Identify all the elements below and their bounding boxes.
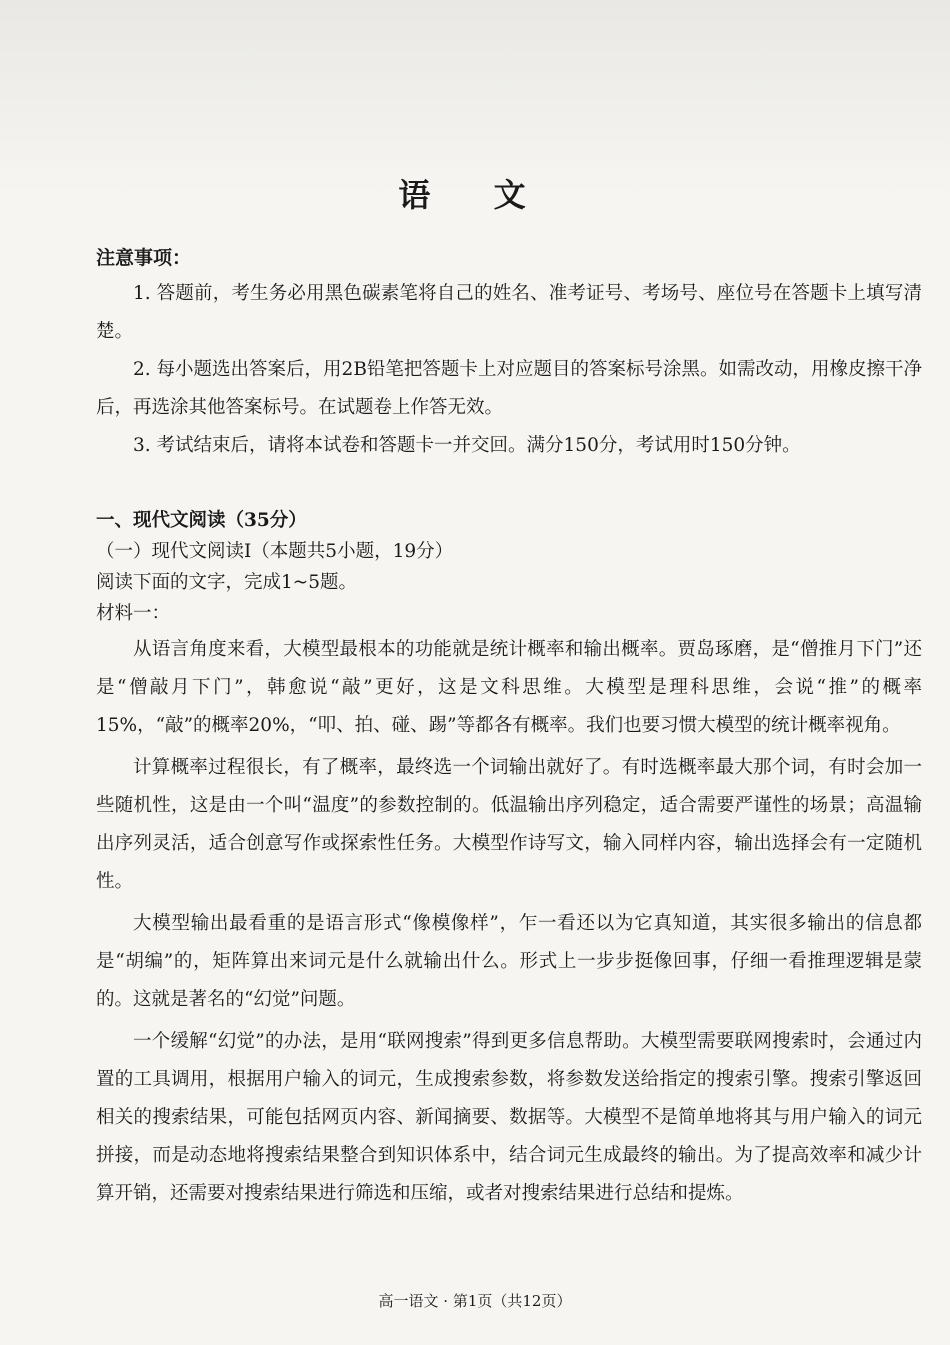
notice-item: 2. 每小题选出答案后，用2B铅笔把答题卡上对应题目的答案标号涂黑。如需改动，用橡皮擦干净后，再选涂其他答案标号。在试题卷上作答无效。 bbox=[96, 359, 922, 418]
notice-item: 3. 考试结束后，请将本试卷和答题卡一并交回。满分150分，考试用时150分钟。 bbox=[133, 435, 801, 456]
notice-section bbox=[96, 244, 922, 465]
page-title: 语 文 bbox=[398, 176, 552, 214]
section-heading: 一、现代文阅读（35分） bbox=[96, 510, 307, 531]
material-paragraph: 计算概率过程很长，有了概率，最终选一个词输出就好了。有时选概率最大那个词，有时会加一些随机性，这是由一个叫“温度”的参数控制的。低温输出序列稳定，适合需要严谨性的场景；高温输出序列灵活，适合创意写作或探索性任务。大模型作诗写文，输入同样内容，输出选择会有一定随机性。 bbox=[96, 757, 922, 892]
instruction-text: 阅读下面的文字，完成1~5题。 bbox=[96, 572, 358, 593]
sub-section-heading: （一）现代文阅读Ⅰ（本题共5小题，19分） bbox=[96, 541, 454, 562]
material-paragraph: 大模型输出最看重的是语言形式“像模像样”，乍一看还以为它真知道，其实很多输出的信息都是“胡编”的，矩阵算出来词元是什么就输出什么。形式上一步步挺像回事，仔细一看推理逻辑是蒙的。这就是著名的“幻觉”问题。 bbox=[96, 913, 922, 1010]
notice-heading: 注意事项： bbox=[96, 247, 192, 269]
material-paragraph: 一个缓解“幻觉”的办法，是用“联网搜索”得到更多信息帮助。大模型需要联网搜索时，会通过内置的工具调用，根据用户输入的词元，生成搜索参数，将参数发送给指定的搜索引擎。搜索引擎返回相关的搜索结果，可能包括网页内容、新闻摘要、数据等。大模型不是简单地将其与用户输入的词元拼接，而是动态地将搜索结果整合到知识体系中，结合词元生成最终的输出。为了提高效率和减少计算开销，还需要对搜索结果进行筛选和压缩，或者对搜索结果进行总结和提炼。 bbox=[96, 1031, 922, 1204]
reading-section bbox=[96, 505, 922, 1213]
notice-item: 1. 答题前，考生务必用黑色碳素笔将自己的姓名、准考证号、考场号、座位号在答题卡上填写清楚。 bbox=[96, 283, 922, 342]
page-footer: 高一语文 · 第1页（共12页） bbox=[378, 1292, 572, 1310]
material-label: 材料一： bbox=[96, 603, 171, 624]
material-paragraph: 从语言角度来看，大模型最根本的功能就是统计概率和输出概率。贾岛琢磨，是“僧推月下门”还是“僧敲月下门”，韩愈说“敲”更好，这是文科思维。大模型是理科思维，会说“推”的概率15%，“敲”的概率20%，“叩、拍、碰、踢”等都各有概率。我们也要习惯大模型的统计概率视角。 bbox=[96, 639, 922, 736]
